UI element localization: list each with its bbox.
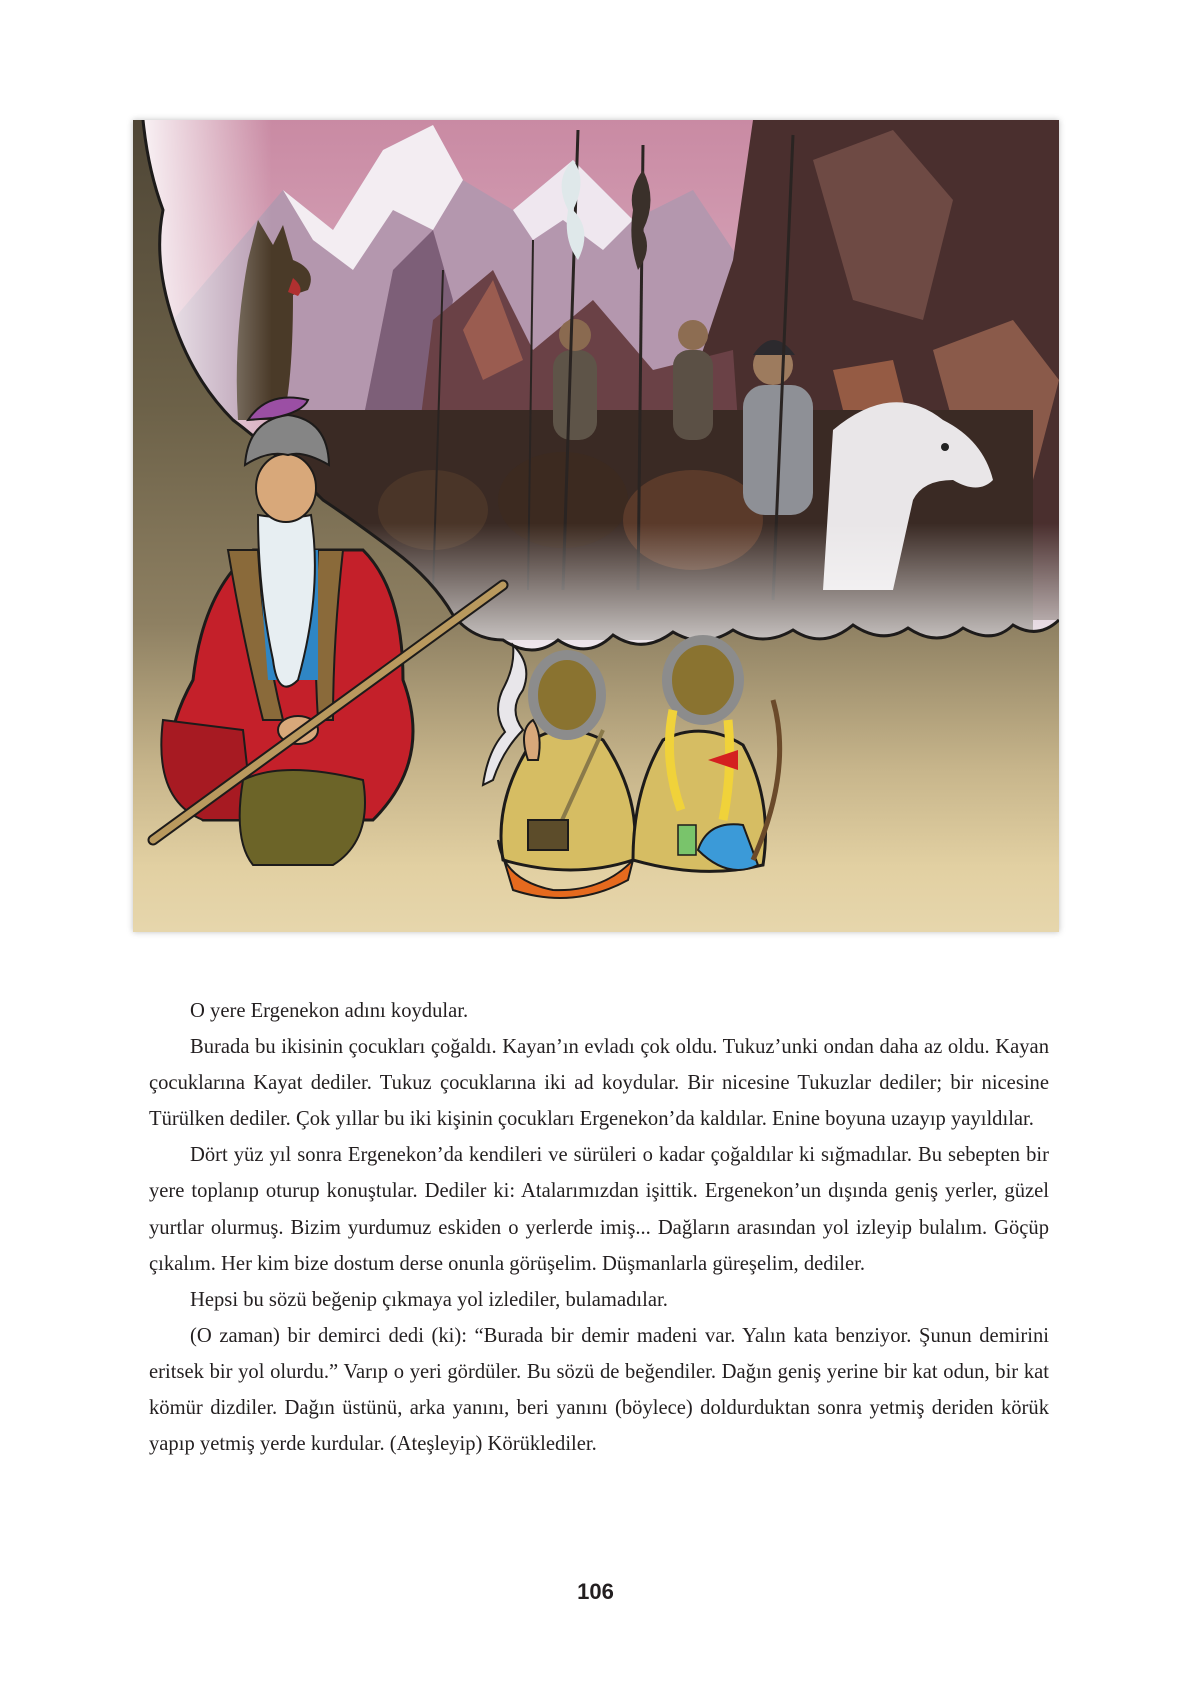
paragraph: O yere Ergenekon adını koydular. [190,1000,469,1022]
page-number: 106 [577,1579,614,1604]
paragraph: Hepsi bu sözü beğenip çıkmaya yol izlediler, bulamadılar. [190,1288,668,1311]
story-text [149,993,1049,1462]
listening-children [498,640,780,898]
paragraph: Burada bu ikisinin çocukları çoğaldı. Kayan’ın evladı çok oldu. Tukuz’unki ondan daha az oldu. Kayan çocuklarına Kayat dediler. Tukuz çocuklarına iki ad koydular. Bir nicesine Tukuzlar dediler; bir nicesine Türülken dediler. Çok yıllar bu iki kişinin çocukları Ergenekon’da kaldılar. Enine boyuna uzayıp yayıldılar. [149,1036,1049,1131]
paragraph: Dört yüz yıl sonra Ergenekon’da kendileri ve sürüleri o kadar çoğaldılar ki sığmadılar. Bu sebepten bir yere toplanıp oturup konuştular. Dediler ki: Atalarımızdan işittik. Ergenekon’un dışında geniş yerler, güzel yurtlar olurmuş. Bizim yurdumuz eskiden o yerlerde imiş... Dağların arasından yol izleyip bulalım. Göçüp çıkalım. Her kim bize dostum derse onunla görüşelim. Düşmanlarla güreşelim, dediler. [149,1144,1049,1275]
illustration-artwork [133,120,1059,932]
story-illustration [133,120,1059,932]
paragraph: (O zaman) bir demirci dedi (ki): “Burada bir demir madeni var. Yalın kata benziyor. Şunun demirini eritsek bir yol olurdu.” Varıp o yeri gördüler. Bu sözü de beğendiler. Dağın geniş yerine bir kat odun, bir kat kömür dizdiler. Dağın üstünü, arka yanını, beri yanını (böylece) doldurduktan sonra yetmiş deriden körük yapıp yetmiş yerde kurdular. (Ateşleyip) Körüklediler. [149,1324,1049,1456]
